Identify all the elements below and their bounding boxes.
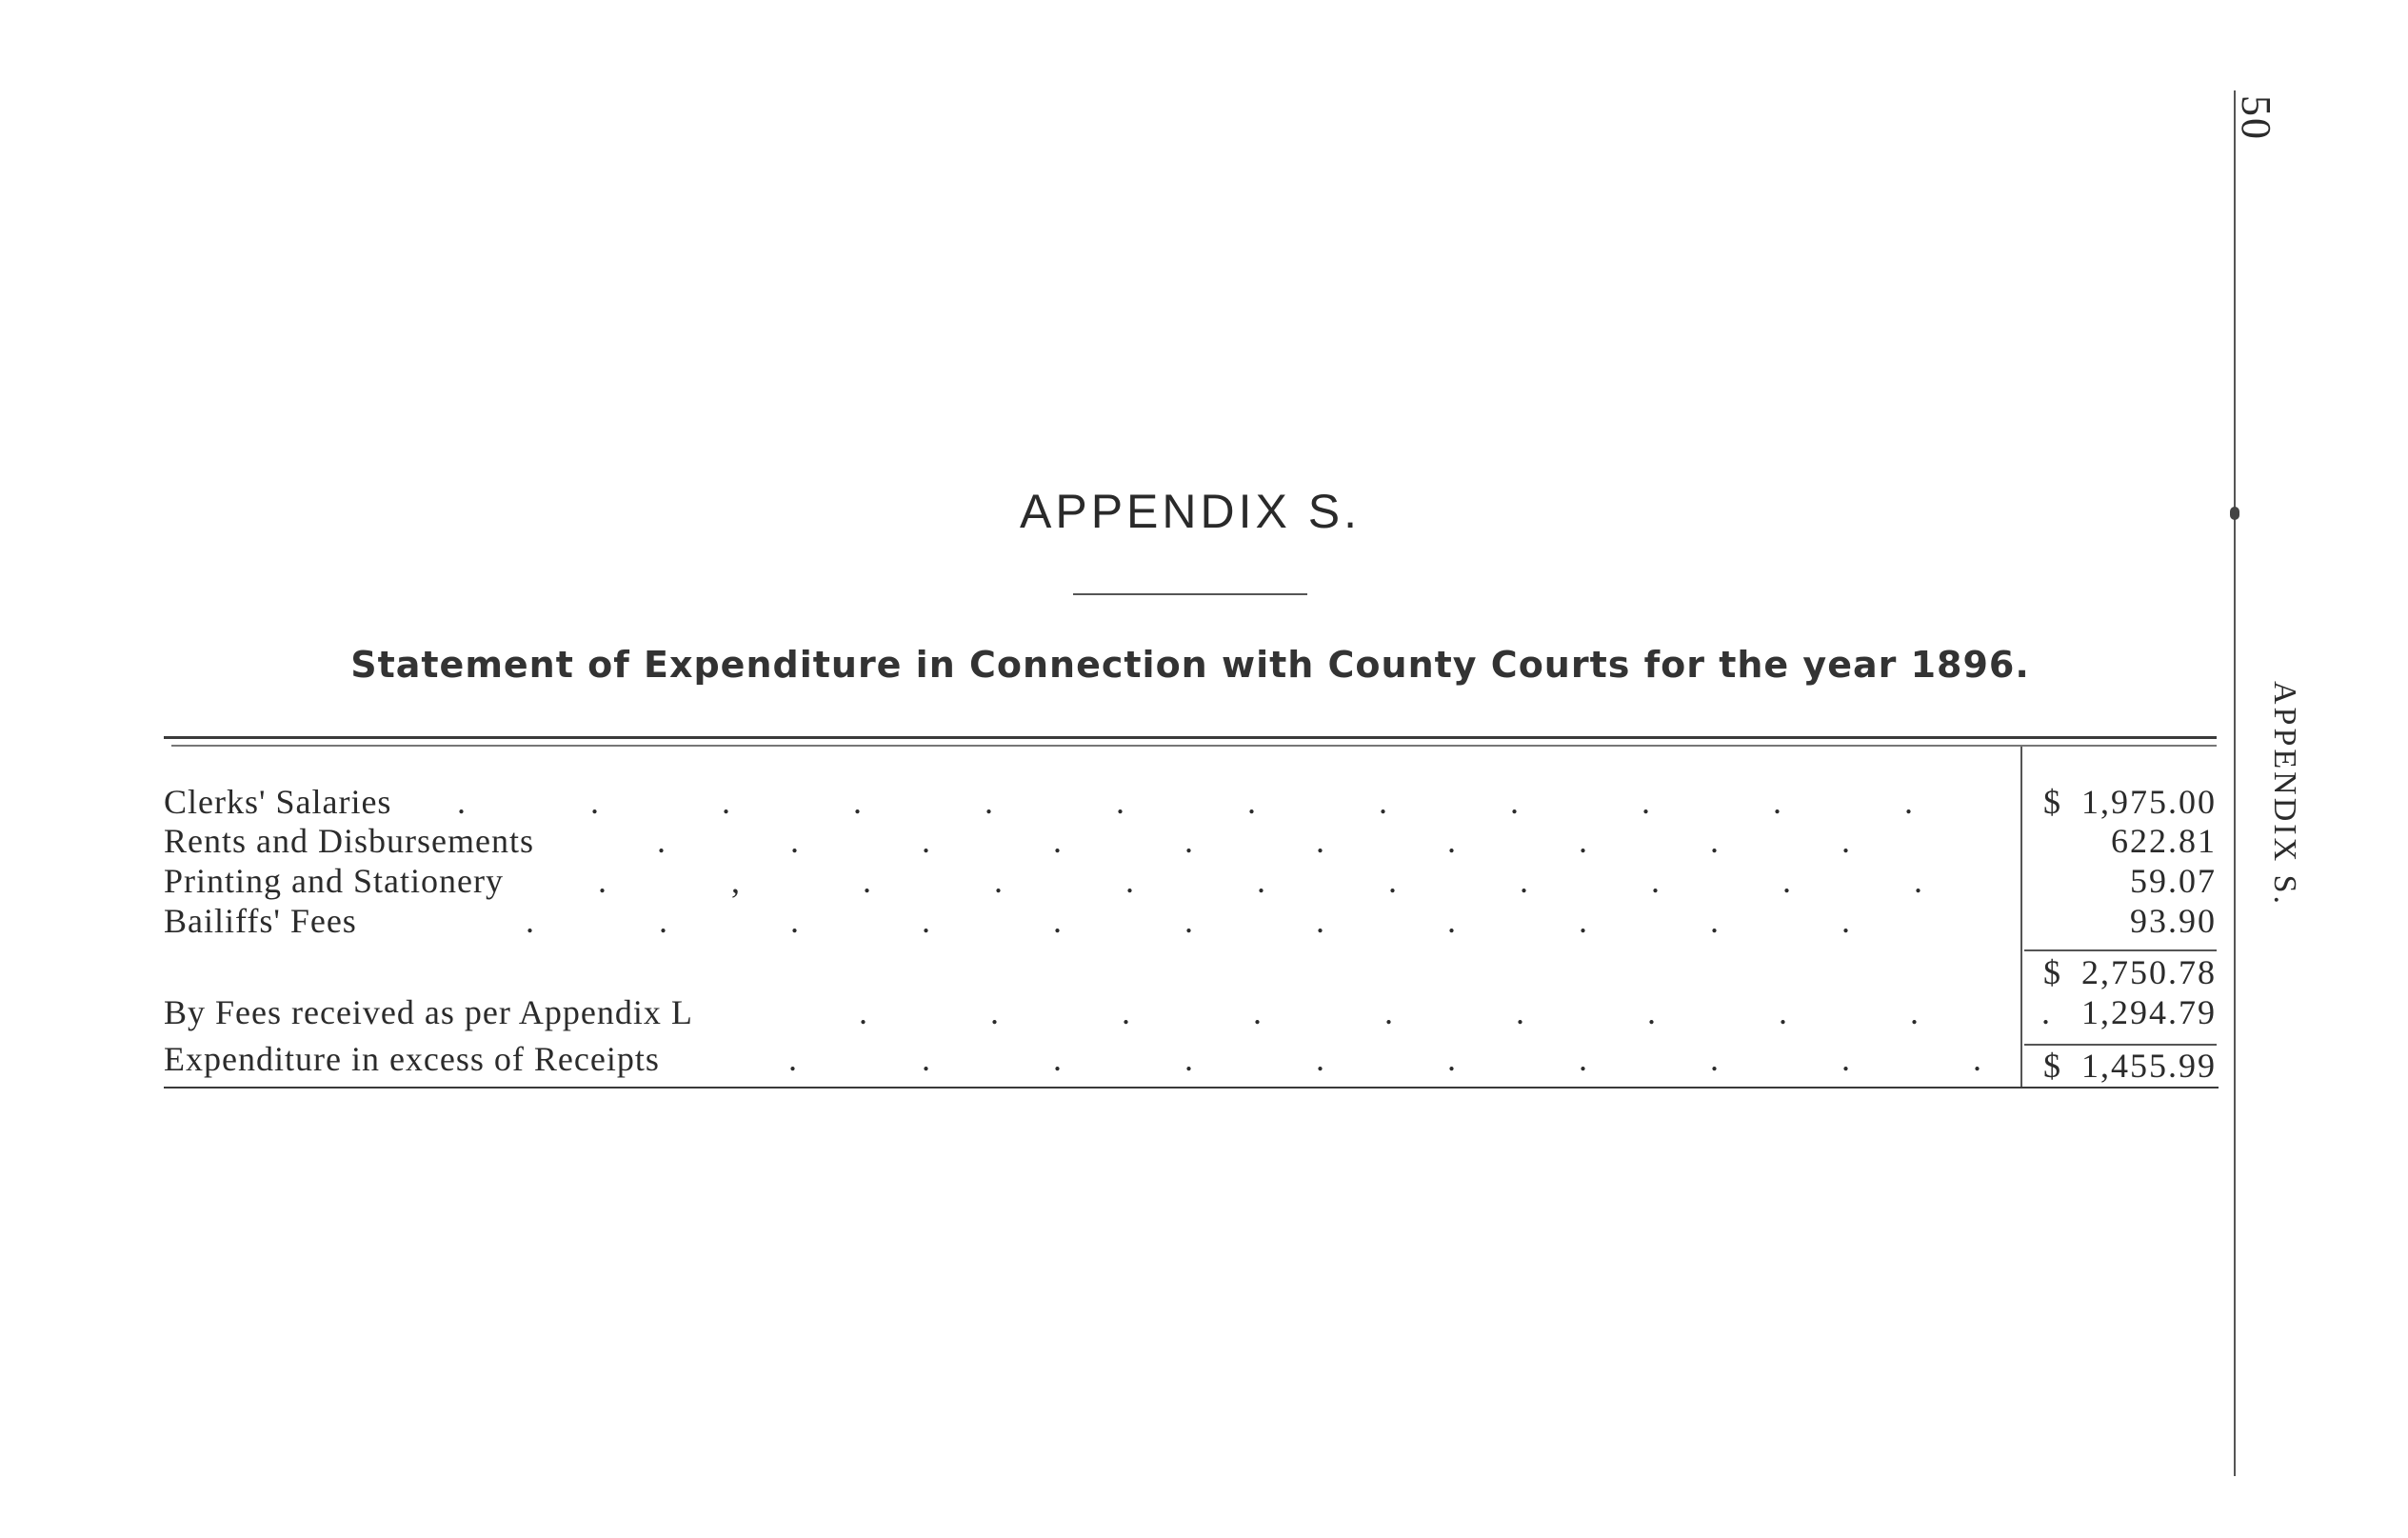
row-amount: 59.07 xyxy=(2130,862,2217,900)
currency-symbol: $ xyxy=(2043,953,2060,991)
row-label: By Fees received as per Appendix L xyxy=(164,993,693,1031)
subtotal-rule xyxy=(2024,949,2217,951)
row-amount: 622.81 xyxy=(2111,822,2217,860)
row-label: Expenditure in excess of Receipts xyxy=(164,1040,660,1078)
table-top-rule-thin xyxy=(171,745,2217,747)
table-top-rule xyxy=(164,736,2217,739)
row-amount: 1,975.00 xyxy=(2081,783,2217,821)
table-bottom-rule xyxy=(164,1087,2219,1089)
row-label: Clerks' Salaries xyxy=(164,783,392,821)
row-label: Printing and Stationery xyxy=(164,862,504,900)
subtotal-amount: 2,750.78 xyxy=(2081,953,2217,991)
page-number: 50 xyxy=(2233,95,2279,141)
statement-title: Statement of Expenditure in Connection with County Courts for the year 1896. xyxy=(350,644,2030,686)
currency-symbol: $ xyxy=(2043,1047,2060,1085)
amount-column-rule xyxy=(2020,747,2022,1088)
total-amount: 1,455.99 xyxy=(2081,1047,2217,1085)
row-label: Bailiffs' Fees xyxy=(164,902,357,940)
row-label: Rents and Disbursements xyxy=(164,822,534,860)
currency-symbol: $ xyxy=(2043,783,2060,821)
row-amount: 1,294.79 xyxy=(2081,993,2217,1031)
row-amount: 93.90 xyxy=(2130,902,2217,940)
title-divider xyxy=(1073,593,1307,595)
margin-rule xyxy=(2234,90,2236,1476)
running-head: APPENDIX S. xyxy=(2267,681,2302,908)
appendix-title: APPENDIX S. xyxy=(1020,485,1361,538)
